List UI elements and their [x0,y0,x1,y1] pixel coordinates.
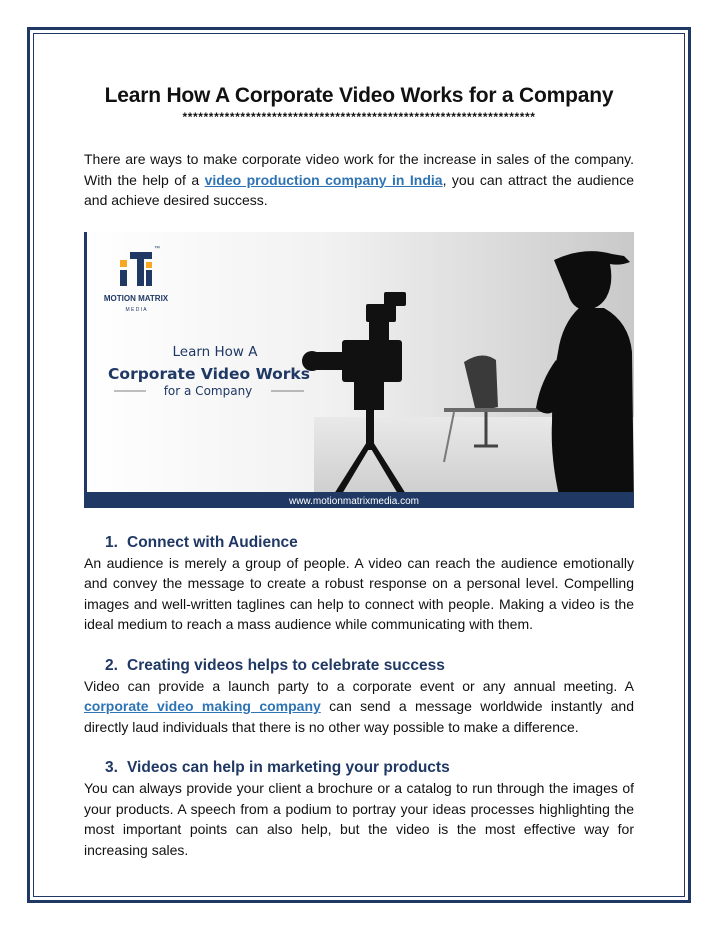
logo-brand-line2: M E D I A [125,306,147,313]
corporate-video-link[interactable]: corporate video making company [84,698,321,714]
banner-heading-line2: Corporate Video Works [108,364,310,383]
section-2 [84,657,634,738]
section-1-number: 1. [105,533,118,551]
banner-heading-line1: Learn How A [172,343,258,360]
section-3-heading [84,759,634,777]
section-2-title: Creating videos helps to celebrate success [127,656,445,674]
section-3-number: 3. [105,759,118,776]
intro-text-before: There are ways to make corporate video work for the increase in sales of the company. With the help of a [84,151,634,188]
logo-brand-line1: MOTION MATRIX [103,293,169,303]
section-2-text-after: can send a message worldwide instantly and directly laud individuals that there is no other way possible to make a difference. [84,698,634,735]
section-2-text-before: Video can provide a launch party to a corporate event or any annual meeting. A [84,677,634,694]
document-title: Learn How A Corporate Video Works for a Company [104,84,614,107]
section-2-text [84,676,634,738]
section-3-text: You can always provide your client a brochure or a catalog to run through the images of your products. A speech from a podium to portray your ideas processes highlighting the most important points can also help, but the video is the most effective way for increasing sales. [84,780,634,858]
section-1-heading [84,534,634,552]
section-2-heading [84,657,634,675]
intro-text-after: , you can attract the audience and achieve desired success. [84,171,635,208]
banner-heading-line3: for a Company [163,383,253,398]
section-1-text: An audience is merely a group of people. A video can reach the audience emotionally and convey the message to create a robust response on a personal level. Compelling images and well-written taglines can help to connect with people. Making a video is the ideal medium to reach a mass audience while communicating with them. [84,554,634,632]
banner-image [84,232,634,508]
section-3 [84,759,634,860]
intro-paragraph [84,149,634,211]
section-1-title: Connect with Audience [127,533,298,551]
section-2-number: 2. [105,656,118,674]
section-3-title: Videos can help in marketing your products [127,759,450,776]
section-1 [84,534,634,635]
banner-website: www.motionmatrixmedia.com [288,495,420,507]
title-divider: ******************************************************************* [182,110,536,124]
logo-tm: ™ [154,245,160,252]
video-production-link[interactable]: video production company in India [204,171,443,188]
document-body [84,84,634,860]
